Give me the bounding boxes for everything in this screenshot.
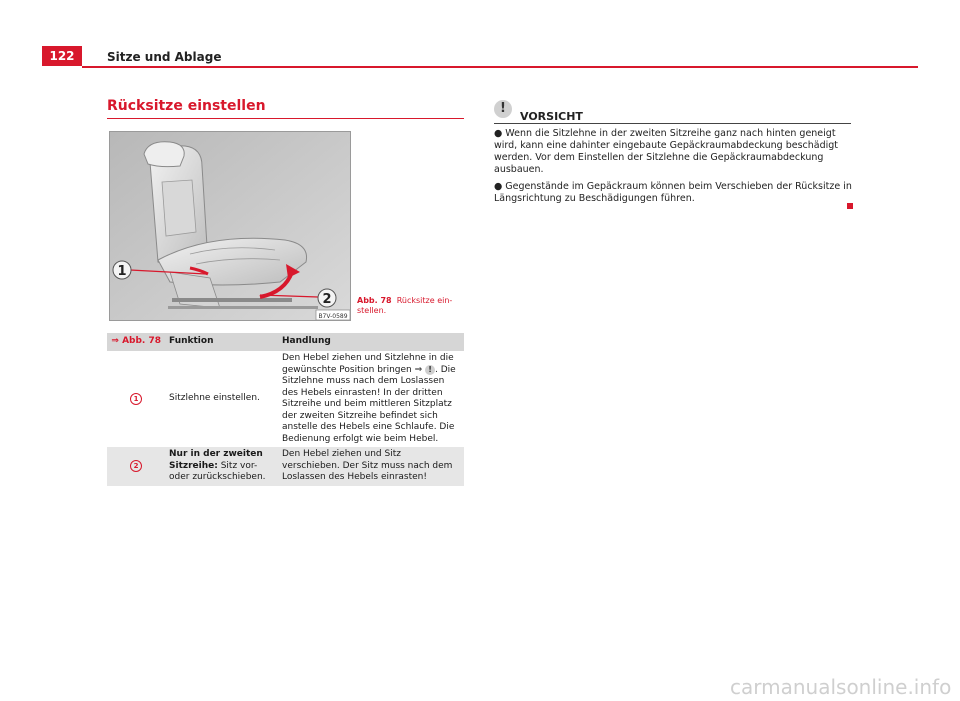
caution-divider — [494, 123, 851, 124]
caution-body — [494, 128, 854, 210]
chapter-title: Sitze und Ablage — [107, 50, 222, 64]
caption-label: Abb. 78 — [357, 296, 392, 305]
caption-text: Rücksitze ein-stellen. — [357, 296, 453, 315]
header-action: Handlung — [278, 333, 464, 351]
operations-table — [107, 333, 464, 486]
header-divider — [82, 66, 918, 68]
table-header — [107, 333, 464, 351]
number-circle: 2 — [130, 460, 142, 472]
seat-drawing — [110, 132, 350, 320]
function-bold: Nur in der zweiten Sitzreihe: — [169, 449, 263, 471]
caution-item: ● Gegenstände im Gepäckraum können beim Verschieben der Rücksitze in Längsrichtung zu Beschädigungen führen. — [494, 181, 852, 204]
action-text-end: . Die Sitzlehne muss nach dem Loslassen des Hebels einrasten! In der dritten Sitzreihe und beim mittleren Sitzplatz der zweiten Sitzreihe befindet sich anstelle des Hebels eine Schlaufe. Die Bedienung erfolgt wie beim Hebel. — [282, 364, 456, 444]
callout-1: 1 — [117, 264, 127, 279]
row-number-cell — [107, 447, 165, 486]
number-circle: 1 — [130, 393, 142, 405]
section-title: Rücksitze einstellen — [107, 98, 266, 114]
section-divider — [107, 118, 464, 119]
end-marker — [847, 203, 853, 209]
caution-title: VORSICHT — [520, 110, 583, 123]
figure-caption — [357, 296, 467, 316]
header-ref: ⇒ Abb. 78 — [107, 333, 165, 351]
table-row — [107, 447, 464, 486]
figure-code: B7V-0589 — [318, 313, 348, 320]
warning-icon: ! — [425, 365, 435, 375]
function-rest: Sitz vor- oder zurückschieben. — [169, 460, 266, 482]
function-cell — [165, 447, 278, 486]
action-text-start: Den Hebel ziehen und Sitzlehne in die gewünschte Position bringen ⇒ — [282, 353, 454, 375]
action-cell: Den Hebel ziehen und Sitz verschieben. Der Sitz muss nach dem Loslassen des Hebels einrasten! — [278, 447, 464, 486]
action-cell — [278, 351, 464, 447]
row-number-cell — [107, 351, 165, 447]
table-row — [107, 351, 464, 447]
header-function: Funktion — [165, 333, 278, 351]
seat-illustration — [109, 131, 351, 321]
page-number: 122 — [42, 46, 82, 66]
watermark: carmanualsonline.info — [730, 675, 952, 699]
caution-item: ● Wenn die Sitzlehne in der zweiten Sitzreihe ganz nach hinten geneigt wird, kann eine dahinter eingebaute Gepäckraumabdeckung beschädigt werden. Vor dem Einstellen der Sitzlehne die Gepäckraumabdeckung ausbauen. — [494, 128, 839, 175]
caution-icon: ! — [494, 100, 512, 118]
callout-2: 2 — [322, 292, 332, 307]
function-cell: Sitzlehne einstellen. — [165, 351, 278, 447]
